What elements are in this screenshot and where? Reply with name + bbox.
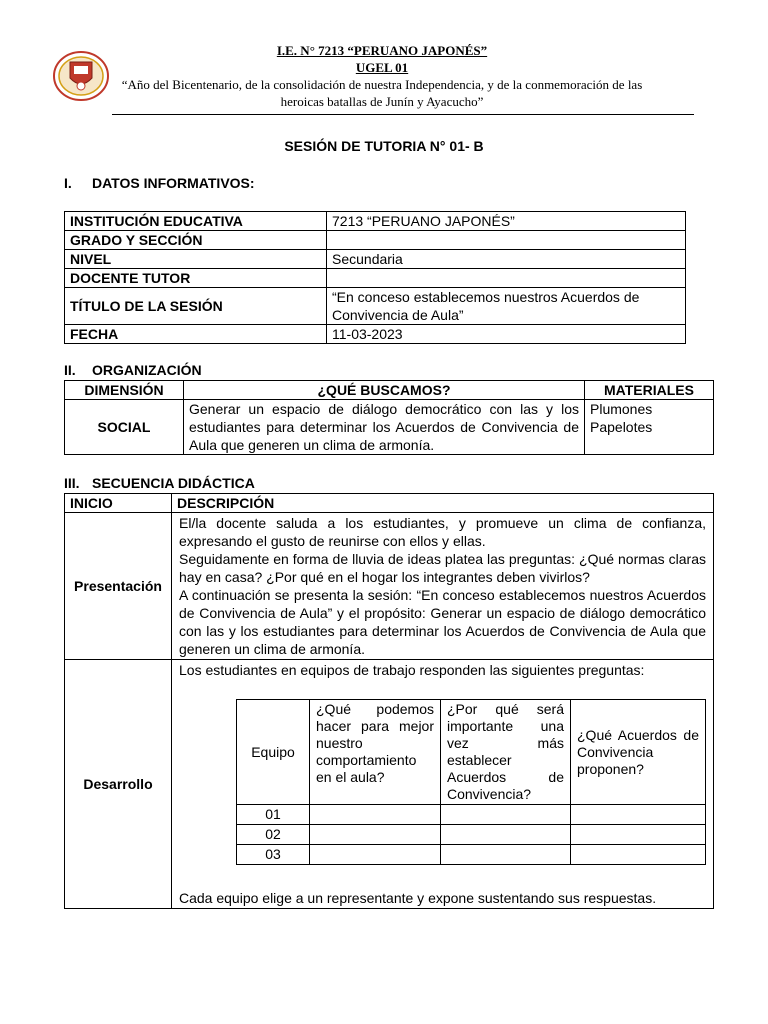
stage-label-desarrollo: Desarrollo: [65, 660, 172, 909]
info-value: 11-03-2023: [327, 325, 686, 344]
answer-cell: [441, 805, 571, 825]
header-divider: [112, 114, 694, 115]
year-motto-line-2: heroicas batallas de Junín y Ayacucho”: [280, 94, 484, 109]
section-1-heading: [64, 175, 255, 191]
table-row: [65, 400, 714, 455]
table-row: [237, 825, 706, 845]
presentacion-description: [172, 513, 714, 660]
section-3-title: SECUENCIA DIDÁCTICA: [92, 475, 255, 491]
section-2-heading: [64, 362, 202, 378]
table-row: [65, 231, 686, 250]
info-label: GRADO Y SECCIÓN: [65, 231, 327, 250]
info-label: DOCENTE TUTOR: [65, 269, 327, 288]
organization-table: [64, 380, 714, 455]
team-number: 03: [237, 845, 310, 865]
info-label: TÍTULO DE LA SESIÓN: [65, 288, 327, 325]
section-1-number: I.: [64, 175, 72, 191]
material-item: Papelotes: [590, 419, 653, 435]
table-header-row: [237, 700, 706, 805]
section-2-title: ORGANIZACIÓN: [92, 362, 202, 378]
team-number: 02: [237, 825, 310, 845]
info-value: 7213 “PERUANO JAPONÉS”: [327, 212, 686, 231]
answer-cell: [571, 845, 706, 865]
column-header: ¿Qué podemos hacer para mejor nuestro comportamiento en el aula?: [310, 700, 441, 805]
answer-cell: [441, 845, 571, 865]
table-row: [65, 325, 686, 344]
section-3-heading: [64, 475, 255, 491]
school-header: [112, 42, 652, 110]
desarrollo-description: [172, 660, 714, 909]
answer-cell: [310, 845, 441, 865]
column-header: ¿Qué Acuerdos de Convivencia proponen?: [571, 700, 706, 805]
goal-cell: Generar un espacio de diálogo democrático con las y los estudiantes para determinar los Acuerdos de Convivencia de Aula que generen un clima de armonía.: [184, 400, 585, 455]
table-header-row: [65, 494, 714, 513]
materials-cell: [585, 400, 714, 455]
column-header: DESCRIPCIÓN: [172, 494, 714, 513]
info-label: INSTITUCIÓN EDUCATIVA: [65, 212, 327, 231]
team-number: 01: [237, 805, 310, 825]
table-row: [65, 660, 714, 909]
column-header: ¿Por qué será importante una vez más establecer Acuerdos de Convivencia?: [441, 700, 571, 805]
session-title: SESIÓN DE TUTORIA N° 01- B: [284, 138, 484, 154]
table-row: [65, 288, 686, 325]
answer-cell: [310, 825, 441, 845]
answer-cell: [571, 805, 706, 825]
answer-cell: [310, 805, 441, 825]
column-header: Equipo: [237, 700, 310, 805]
section-3-number: III.: [64, 475, 80, 491]
table-header-row: [65, 381, 714, 400]
table-row: [65, 212, 686, 231]
column-header: MATERIALES: [585, 381, 714, 400]
section-2-number: II.: [64, 362, 76, 378]
ugel-name: UGEL 01: [355, 60, 409, 75]
table-row: [237, 845, 706, 865]
paragraph: El/la docente saluda a los estudiantes, y promueve un clima de confianza, expresando el gusto de reunirse con ellos y ellas.: [179, 515, 706, 549]
info-value: [327, 269, 686, 288]
material-item: Plumones: [590, 401, 653, 417]
table-row: [65, 513, 714, 660]
year-motto-line-1: “Año del Bicentenario, de la consolidación de nuestra Independencia, y de la conmemoración de las: [121, 77, 643, 92]
paragraph: Cada equipo elige a un representante y expone sustentando sus respuestas.: [179, 890, 657, 906]
info-table: [64, 211, 686, 344]
stage-label-presentacion: Presentación: [65, 513, 172, 660]
table-row: [65, 269, 686, 288]
table-row: [237, 805, 706, 825]
column-header: DIMENSIÓN: [65, 381, 184, 400]
info-value: “En conceso establecemos nuestros Acuerdos de Convivencia de Aula”: [327, 288, 686, 325]
info-value: [327, 231, 686, 250]
column-header: ¿QUÉ BUSCAMOS?: [184, 381, 585, 400]
info-label: NIVEL: [65, 250, 327, 269]
paragraph: A continuación se presenta la sesión: “En conceso establecemos nuestros Acuerdos de Convivencia de Aula” y el propósito: Generar un espacio de diálogo democrático con las y los estudiantes para determinar los Acuerdos de Convivencia de Aula que generen un clima de armonía.: [179, 587, 706, 657]
section-1-title: DATOS INFORMATIVOS:: [92, 175, 255, 191]
paragraph: Los estudiantes en equipos de trabajo responden las siguientes preguntas:: [179, 662, 645, 678]
table-row: [65, 250, 686, 269]
school-crest-logo: [52, 50, 110, 102]
sequence-table: [64, 493, 714, 909]
info-label: FECHA: [65, 325, 327, 344]
answer-cell: [571, 825, 706, 845]
dimension-cell: SOCIAL: [65, 400, 184, 455]
paragraph: Seguidamente en forma de lluvia de ideas platea las preguntas: ¿Qué normas claras hay en casa? ¿Por qué en el hogar los integrantes deben vivirlos?: [179, 551, 706, 585]
school-name: I.E. N° 7213 “PERUANO JAPONÉS”: [276, 43, 488, 58]
column-header: INICIO: [65, 494, 172, 513]
info-value: Secundaria: [327, 250, 686, 269]
team-questions-table: [236, 699, 706, 865]
answer-cell: [441, 825, 571, 845]
